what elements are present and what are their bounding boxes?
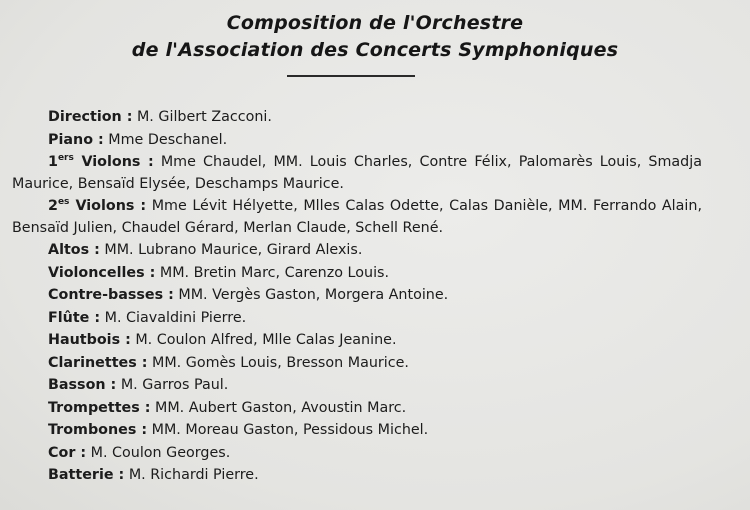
members-text: MM. Moreau Gaston, Pessidous Michel. [151, 422, 429, 438]
section-label: Piano : [48, 131, 104, 148]
roster-entry-contre-basses [12, 285, 702, 307]
members-text: MM. Bretin Marc, Carenzo Louis. [159, 264, 390, 281]
title-underline [287, 75, 415, 77]
roster-entry-violoncelles [12, 263, 702, 285]
members-text: M. Coulon Georges. [90, 444, 231, 461]
section-label: Trombones : [48, 422, 148, 438]
ordinal-number: 1 [48, 154, 58, 170]
roster-entry-trombones [12, 420, 702, 442]
section-label: Cor : [48, 444, 87, 461]
members-text: M. Richardi Pierre. [128, 467, 259, 483]
members-text: MM. Vergès Gaston, Morgera Antoine. [178, 287, 449, 303]
roster-entry-trompettes [12, 398, 702, 420]
roster-entry-direction [12, 107, 702, 129]
roster-entry-cor [12, 443, 702, 465]
ordinal-suffix: ers [57, 153, 74, 163]
roster-entry-first-violins [12, 152, 702, 195]
roster-entry-basson [12, 375, 702, 397]
members-text: MM. Aubert Gaston, Avoustin Marc. [155, 399, 407, 416]
page-subtitle: de l'Association des Concerts Symphoniques [131, 39, 619, 61]
section-label: Batterie : [48, 467, 125, 483]
members-text: M. Coulon Alfred, Mlle Calas Jeanine. [135, 332, 397, 348]
section-label-text: Violons : [81, 154, 154, 170]
section-label: Trompettes : [48, 399, 151, 416]
section-label [48, 198, 146, 214]
section-label: Contre-basses : [48, 287, 174, 303]
section-label: Clarinettes : [48, 354, 148, 371]
section-label: Direction : [48, 109, 133, 125]
roster-entry-altos [12, 240, 702, 262]
section-label: Hautbois : [48, 332, 131, 348]
ordinal-number: 2 [48, 198, 58, 214]
section-label [48, 154, 154, 170]
ordinal-suffix: es [57, 197, 70, 207]
members-text: Mme Lévit Hélyette, Mlles Calas Odette, Calas Danièle, MM. Ferrando Alain, Bensaïd Julien, Chaudel Gérard, Merlan Claude, Schell René. [12, 198, 702, 236]
members-text: M. Garros Paul. [120, 377, 229, 393]
members-text: MM. Lubrano Maurice, Girard Alexis. [104, 242, 363, 258]
section-label-text: Violons : [75, 198, 147, 214]
members-text: Mme Deschanel. [108, 131, 228, 148]
roster-entry-hautbois [12, 330, 702, 352]
orchestra-roster [12, 107, 702, 488]
members-text: M. Gilbert Zacconi. [136, 109, 272, 125]
roster-entry-clarinettes [12, 353, 702, 375]
page-title: Composition de l'Orchestre [226, 12, 524, 34]
section-label: Flûte : [48, 309, 101, 326]
members-text: MM. Gomès Louis, Bresson Maurice. [151, 354, 409, 371]
roster-entry-second-violins [12, 196, 702, 239]
members-text: Mme Chaudel, MM. Louis Charles, Contre Félix, Palomarès Louis, Smadja Maurice, Bensaïd Elysée, Deschamps Maurice. [12, 154, 702, 192]
roster-entry-piano [12, 130, 702, 152]
members-text: M. Ciavaldini Pierre. [104, 309, 247, 326]
section-label: Violoncelles : [48, 264, 156, 281]
roster-entry-batterie [12, 465, 702, 487]
roster-entry-flute [12, 308, 702, 330]
section-label: Altos : [48, 242, 100, 258]
section-label: Basson : [48, 377, 117, 393]
